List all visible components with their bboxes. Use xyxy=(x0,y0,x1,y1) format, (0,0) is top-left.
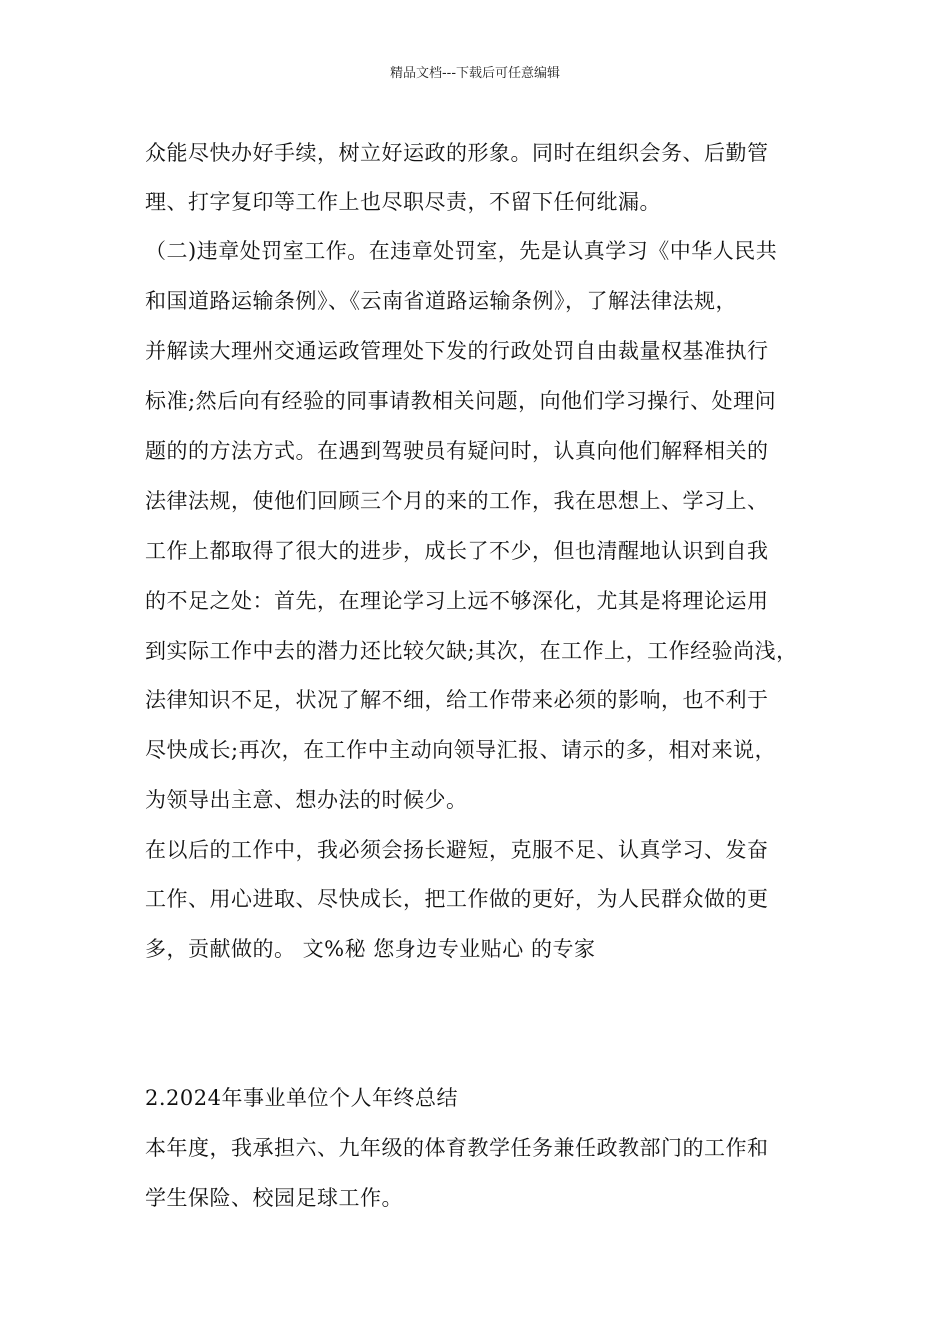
section-heading: 2.2024年事业单位个人年终总结 xyxy=(145,1086,458,1110)
text-line-5: 并解读大理州交通运政管理处下发的行政处罚自由裁量权基准执行 xyxy=(145,339,769,363)
text-line-4: 和国道路运输条例》、《云南省道路运输条例》，了解法律法规， xyxy=(145,289,737,313)
text-line-17: 多，贡献做的。 文%秘 您身边专业贴心 的专家 xyxy=(145,937,596,961)
text-line-19: 学生保险、校园足球工作。 xyxy=(145,1186,403,1210)
text-line-9: 工作上都取得了很大的进步，成长了不少，但也清醒地认识到自我 xyxy=(145,539,769,563)
text-line-14: 为领导出主意、想办法的时候少。 xyxy=(145,788,468,812)
text-line-13: 尽快成长;再次，在工作中主动向领导汇报、请示的多，相对来说， xyxy=(145,738,777,762)
text-line-1: 众能尽快办好手续，树立好运政的形象。同时在组织会务、后勤管 xyxy=(145,141,769,165)
text-line-8: 法律法规，使他们回顾三个月的来的工作，我在思想上、学习上、 xyxy=(145,489,769,513)
text-line-12: 法律知识不足，状况了解不细，给工作带来必须的影响，也不利于 xyxy=(145,688,769,712)
text-line-3: （二)违章处罚室工作。在违章处罚室，先是认真学习《中华人民共 xyxy=(145,239,778,263)
text-line-18: 本年度，我承担六、九年级的体育教学任务兼任政教部门的工作和 xyxy=(145,1136,769,1160)
text-line-15: 在以后的工作中，我必须会扬长避短，克服不足、认真学习、发奋 xyxy=(145,838,769,862)
text-line-11: 到实际工作中去的潜力还比较欠缺;其次，在工作上，工作经验尚浅， xyxy=(145,639,798,663)
text-line-7: 题的的方法方式。在遇到驾驶员有疑问时，认真向他们解释相关的 xyxy=(145,439,769,463)
text-line-10: 的不足之处：首先，在理论学习上远不够深化，尤其是将理论运用 xyxy=(145,589,769,613)
text-line-2: 理、打字复印等工作上也尽职尽责，不留下任何纰漏。 xyxy=(145,190,661,214)
text-line-6: 标准;然后向有经验的同事请教相关问题，向他们学习操行、处理问 xyxy=(145,389,777,413)
page-header: 精品文档---下载后可任意编辑 xyxy=(389,66,561,81)
text-line-16: 工作、用心进取、尽快成长，把工作做的更好，为人民群众做的更 xyxy=(145,887,769,911)
